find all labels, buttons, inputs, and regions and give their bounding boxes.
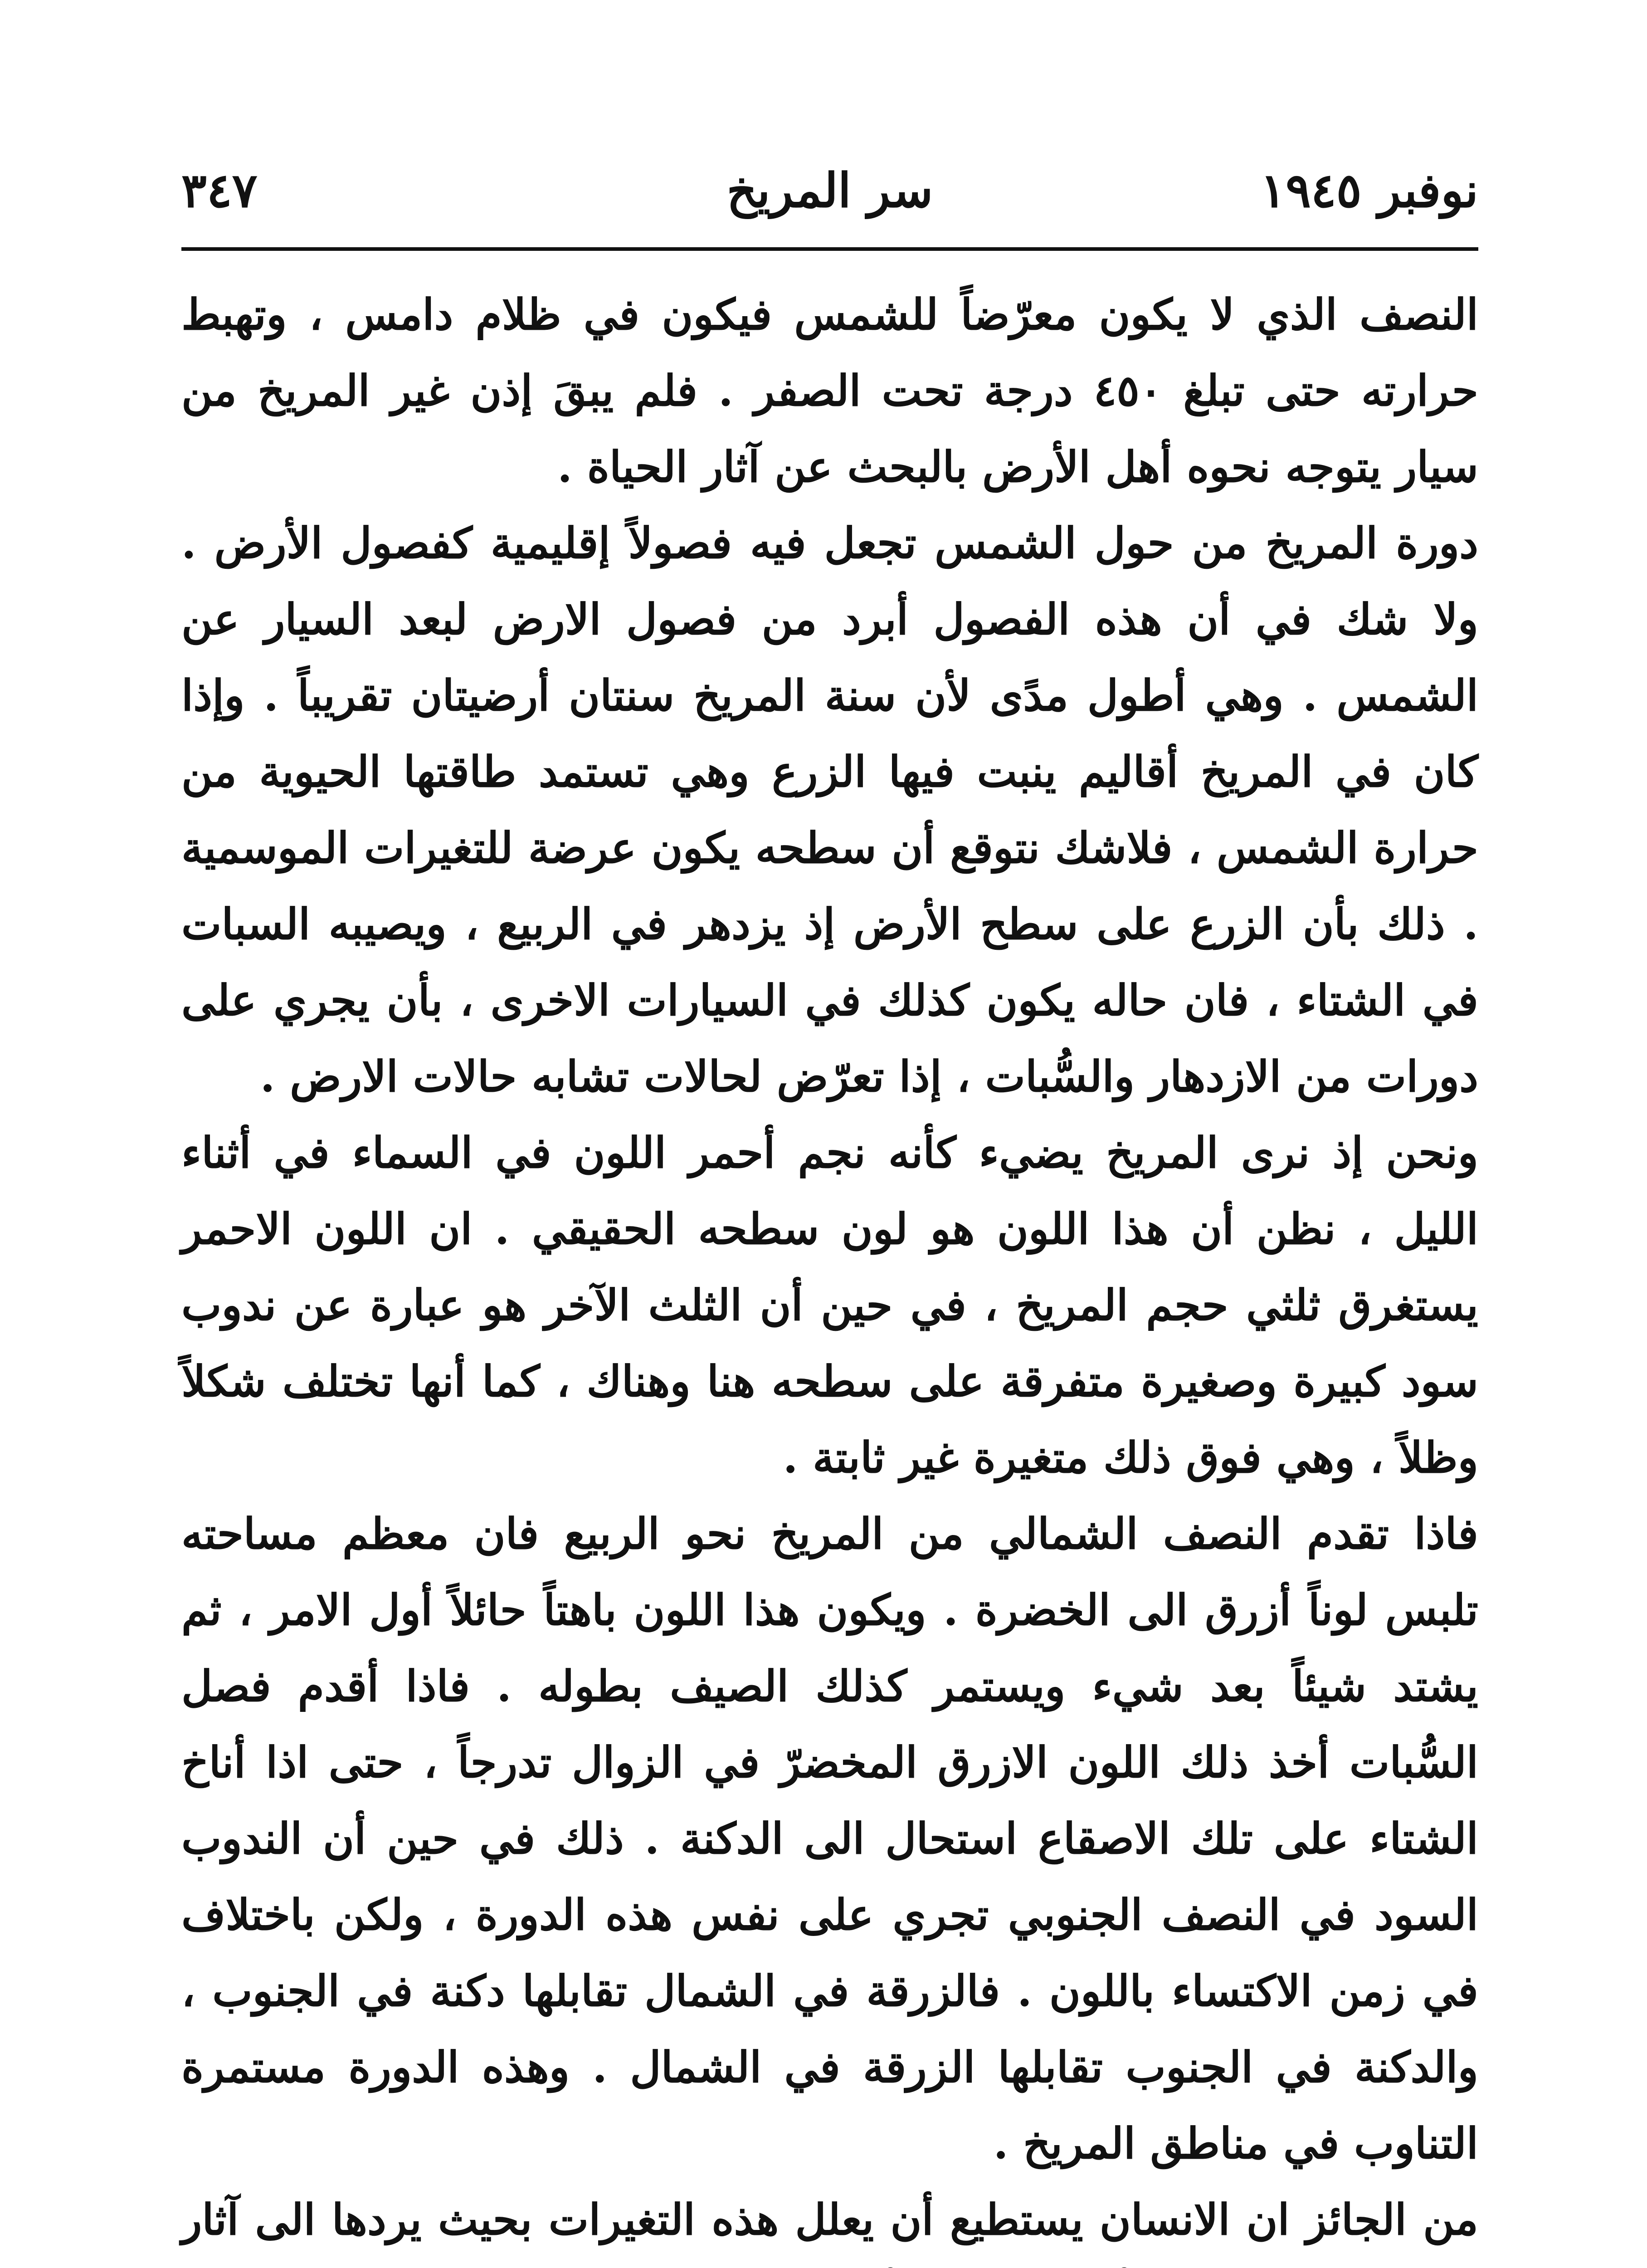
header-rule bbox=[181, 247, 1478, 251]
article-body bbox=[181, 277, 1478, 2268]
paragraph-2: دورة المريخ من حول الشمس تجعل فيه فصولاً إقليمية كفصول الأرض . ولا شك في أن هذه الفصول أبرد من فصول الارض لبعد السيار عن الشمس . وهي أطول مدًى لأن سنة المريخ سنتان أرضيتان تقريباً . وإذا كان في المريخ أقاليم ينبت فيها الزرع وهي تستمد طاقتها الحيوية من حرارة الشمس ، فلاشك نتوقع أن سطحه يكون عرضة للتغيرات الموسمية . ذلك بأن الزرع على سطح الأرض إذ يزدهر في الربيع ، ويصيبه السبات في الشتاء ، فان حاله يكون كذلك في السيارات الاخرى ، بأن يجري على دورات من الازدهار والسُّبات ، إذا تعرّض لحالات تشابه حالات الارض . bbox=[181, 518, 1478, 1102]
running-head bbox=[181, 150, 1478, 231]
page-number: ٣٤٧ bbox=[181, 162, 258, 218]
paragraph-4: فاذا تقدم النصف الشمالي من المريخ نحو الربيع فان معظم مساحته تلبس لوناً أزرق الى الخضرة . ويكون هذا اللون باهتاً حائلاً أول الامر ، ثم يشتد شيئاً بعد شيء ويستمر كذلك الصيف بطوله . فاذا أقدم فصل السُّبات أخذ ذلك اللون الازرق المخضرّ في الزوال تدرجاً ، حتى اذا أناخ الشتاء على تلك الاصقاع استحال الى الدكنة . ذلك في حين أن الندوب السود في النصف الجنوبي تجري على نفس هذه الدورة ، ولكن باختلاف في زمن الاكتساء باللون . فالزرقة في الشمال تقابلها دكنة في الجنوب ، والدكنة في الجنوب تقابلها الزرقة في الشمال . وهذه الدورة مستمرة التناوب في مناطق المريخ . bbox=[181, 1509, 1478, 2169]
paragraph-5: من الجائز ان الانسان يستطيع أن يعلل هذه التغيرات بحيث يردها الى آثار bbox=[181, 2195, 1478, 2245]
issue-date: نوفبر ١٩٤٥ bbox=[1260, 162, 1478, 218]
running-title: سر المريخ bbox=[726, 162, 933, 218]
paragraph-1: النصف الذي لا يكون معرّضاً للشمس فيكون في ظلام دامس ، وتهبط حرارته حتى تبلغ ٤٥٠ درجة تحت الصفر . فلم يبقَ إذن غير المريخ من سيار يتوجه نحوه أهل الأرض بالبحث عن آثار الحياة . bbox=[181, 290, 1478, 492]
paragraph-3: ونحن إذ نرى المريخ يضيء كأنه نجم أحمر اللون في السماء في أثناء الليل ، نظن أن هذا اللون هو لون سطحه الحقيقي . ان اللون الاحمر يستغرق ثلثي حجم المريخ ، في حين أن الثلث الآخر هو عبارة عن ندوب سود كبيرة وصغيرة متفرقة على سطحه هنا وهناك ، كما أنها تختلف شكلاً وظلاً ، وهي فوق ذلك متغيرة غير ثابتة . bbox=[181, 1128, 1478, 1483]
